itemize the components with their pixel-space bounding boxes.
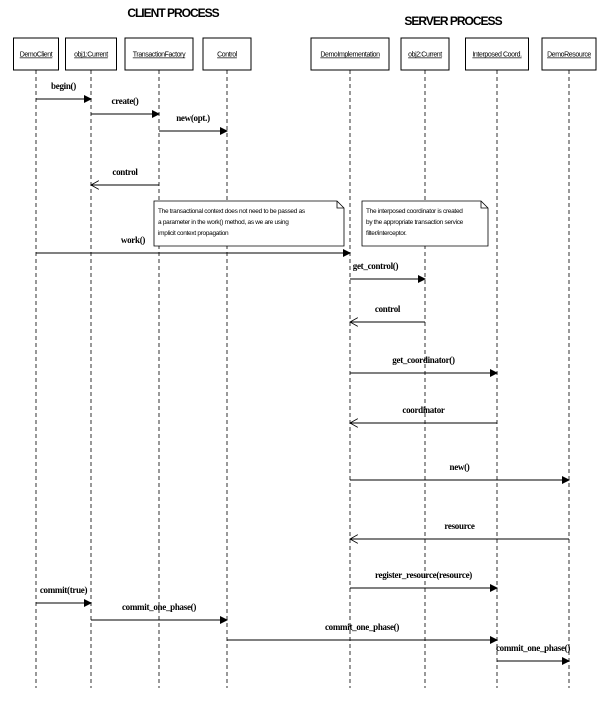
- object-label-demo-implementation: DemoImplementation: [320, 51, 380, 59]
- message-label: register_resource(resource): [374, 570, 473, 580]
- message-3: [159, 113, 227, 131]
- note-text-line: The transactional context does not need to be passed as: [158, 208, 305, 215]
- message-label: coordinator: [402, 405, 445, 415]
- objects-layer: [14, 38, 597, 688]
- message-label: create(): [111, 96, 139, 106]
- message-7: [350, 304, 425, 322]
- message-label: commit_one_phase(): [121, 602, 197, 612]
- message-label: work(): [120, 235, 146, 245]
- note-text-line: by the appropriate transaction service: [366, 219, 463, 226]
- object-label-obj2-current: obj2:Current: [408, 51, 442, 59]
- message-label: control: [112, 167, 138, 177]
- note-1: [154, 201, 344, 246]
- message-8: [350, 355, 497, 373]
- object-demo-implementation: [311, 38, 389, 688]
- message-label: get_control(): [352, 261, 399, 271]
- message-16: [496, 643, 570, 661]
- object-demo-resource: [542, 38, 596, 688]
- message-9: [350, 405, 497, 423]
- message-6: [350, 261, 425, 279]
- object-label-transaction-factory: TransactionFactory: [132, 51, 186, 59]
- message-label: commit(true): [39, 585, 88, 595]
- message-10: [350, 462, 569, 480]
- message-label: new(): [449, 462, 470, 472]
- notes-layer: [154, 201, 488, 246]
- object-label-demo-client: DemoClient: [19, 51, 53, 59]
- object-label-demo-resource: DemoResource: [547, 51, 591, 59]
- message-2: [91, 96, 159, 114]
- messages-layer: [36, 81, 570, 661]
- object-label-interposed-coord: Interposed Coord.: [472, 51, 522, 59]
- message-11: [350, 521, 569, 539]
- message-label: resource: [444, 521, 475, 531]
- message-label: new(opt.): [176, 113, 210, 123]
- client-process-title: CLIENT PROCESS: [127, 6, 219, 20]
- note-text-line: The interposed coordinator is created: [366, 208, 463, 215]
- object-label-obj1-current: obj1:Current: [74, 51, 108, 59]
- message-12: [350, 570, 497, 588]
- message-15: [227, 622, 497, 640]
- message-label: commit_one_phase(): [324, 622, 400, 632]
- note-2: [362, 201, 488, 246]
- server-process-title: SERVER PROCESS: [404, 14, 502, 28]
- message-label: control: [374, 304, 401, 314]
- message-label: commit_one_phase(): [495, 643, 571, 653]
- object-label-control: Control: [217, 51, 237, 59]
- object-transaction-factory: [125, 38, 193, 688]
- message-label: begin(): [51, 81, 76, 91]
- object-interposed-coord: [466, 38, 529, 688]
- note-text-line: filter/interceptor.: [366, 230, 407, 237]
- note-text-line: a parameter in the work() method, as we are using: [158, 219, 289, 226]
- object-control: [203, 38, 251, 688]
- message-label: get_coordinator(): [392, 355, 455, 365]
- message-1: [36, 81, 91, 99]
- message-4: [91, 167, 159, 185]
- note-text-line: implicit context propagation: [158, 230, 229, 237]
- message-13: [36, 585, 91, 603]
